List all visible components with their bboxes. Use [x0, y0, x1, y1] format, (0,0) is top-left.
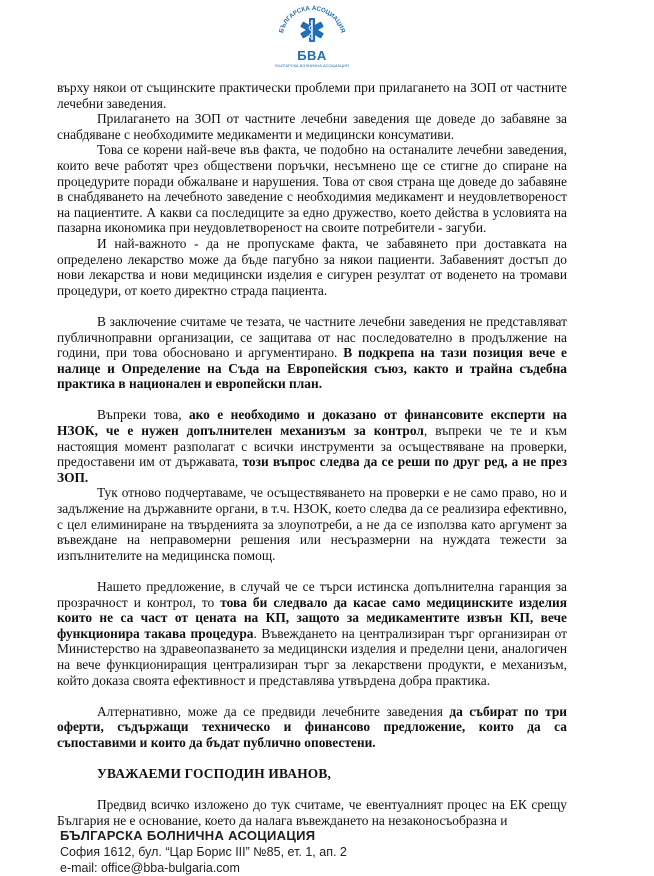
letter-body	[57, 80, 567, 829]
footer	[60, 828, 347, 876]
salutation-heading: УВАЖАЕМИ ГОСПОДИН ИВАНОВ,	[97, 766, 332, 782]
paragraph-6	[57, 407, 567, 485]
paragraph-6-bold-2: този въпрос следва да се реши по друг ред, а не през ЗОП.	[57, 454, 567, 485]
paragraph-6-bold-1: ако е необходимо и доказано от финансовите експерти на НЗОК, че е нужен допълнителен механизъм за контрол	[57, 407, 567, 439]
paragraph-5	[57, 314, 567, 392]
paragraph-9-bold: да събират по три оферти, съдържащи техническо и финансово предложение, които да са съпоставими и които да бъдат публично оповестени.	[57, 703, 567, 750]
paragraph-10: Предвид всичко изложено до тук считаме, че евентуалният процес на ЕК срещу България не е основание, което да налага въвеждането на незаконосъобразна и	[57, 797, 567, 828]
paragraph-6-a: Въпреки това,	[97, 407, 189, 423]
paragraph-1: върху някои от същинските практически проблеми при прилагането на ЗОП от частните лечебни заведения.	[57, 80, 567, 111]
paragraph-5-text: В заключение считаме че тезата, че частните лечебни заведения не представляват публичноправни организации, се защитава от нас последователно в продължение на години, при това обосновано и аргументирано.	[57, 313, 567, 361]
paragraph-5-bold: В подкрепа на тази позиция вече е налице и Определение на Съда на Европейския съюз, както и трайна съдебна практика в национален и европейски план	[57, 345, 567, 392]
paragraph-5-end: .	[318, 376, 323, 392]
logo	[270, 0, 354, 72]
paragraph-2: Прилагането на ЗОП от частните лечебни заведения ще доведе до забавяне за снабдяване с необходимите медикаменти и медицински консумативи.	[57, 111, 567, 142]
footer-organization: БЪЛГАРСКА БОЛНИЧНА АСОЦИАЦИЯ	[60, 828, 316, 843]
star-of-life-icon	[300, 18, 324, 42]
logo-abbreviation: БBA	[297, 48, 327, 63]
paragraph-9-a: Алтернативно, може да се предвиди лечебните заведения	[97, 703, 450, 719]
paragraph-8-c: . Въвеждането на централизиран търг организиран от Министерство на здравеопазването за медицински изделия и пределни цени, аналогичен на вече функциониращия централизиран търг за лекарствени продукти, е механизъм, който доказа своята ефективност и представлява утвърдена добра практика.	[57, 625, 567, 688]
paragraph-8	[57, 579, 567, 688]
paragraph-7: Тук отново подчертаваме, че осъществяването на проверки е не само право, но и задължение на държавните органи, в т.ч. НЗОК, което следва да се реализира ефективно, с цел елиминиране на твърденията за злоупотреби, а не да се използва като аргумент за въвеждане на неправомерни решения или несъразмерни на нуждата тежести за изпълнителите на медицинска помощ.	[57, 485, 567, 563]
paragraph-8-bold: това би следвало да касае само медицинските изделия които не са част от цената на КП, защото за медикаментите извън КП, вече функционира такава процедура	[57, 594, 568, 641]
paragraph-8-a: Нашето предложение, в случай че се търси истинска допълнителна гаранция за прозрачност и контрол, то	[57, 579, 567, 610]
logo-arc-text: БЪЛГАРСКА АСОЦИАЦИЯ	[277, 4, 347, 34]
paragraph-3: Това се корени най-вече във факта, че подобно на останалите лечебни заведения, които вече работят чрез обществени поръчки, несъмнено ще се стигне до спиране на процедурите поради обжалване и нарушения. Това от своя страна ще доведе до забавяне в снабдяването на лечебното заведение с необходимия медикамент и неудовлетвореност на пациентите. А какви са последиците за едно дружество, което действа в условията на пазарна икономика при неудовлетвореност на своите потребители - загуби.	[57, 142, 567, 236]
paragraph-4: И най-важното - да не пропускаме факта, че забавянето при доставката на определено лекарство може да бъде пагубно за някои пациенти. Забавеният достъп до нови лекарства и нови медицински изделия е сигурен резултат от воденето на тромави процедури, от което директно страда пациента.	[57, 235, 567, 298]
paragraph-9	[57, 704, 567, 751]
logo-subtitle: БЪЛГАРСКА БОЛНИЧНА АСОЦИАЦИЯ	[275, 63, 349, 68]
paragraph-6-c: , въпреки че те и към настоящия момент разполагат с всички инструменти за осъществяване на проверки, предоставени им от държавата,	[57, 423, 567, 470]
footer-address: София 1612, бул. “Цар Борис III” №85, ет. 1, ап. 2	[60, 845, 347, 859]
footer-email: e-mail: office@bba-bulgaria.com	[60, 861, 240, 875]
